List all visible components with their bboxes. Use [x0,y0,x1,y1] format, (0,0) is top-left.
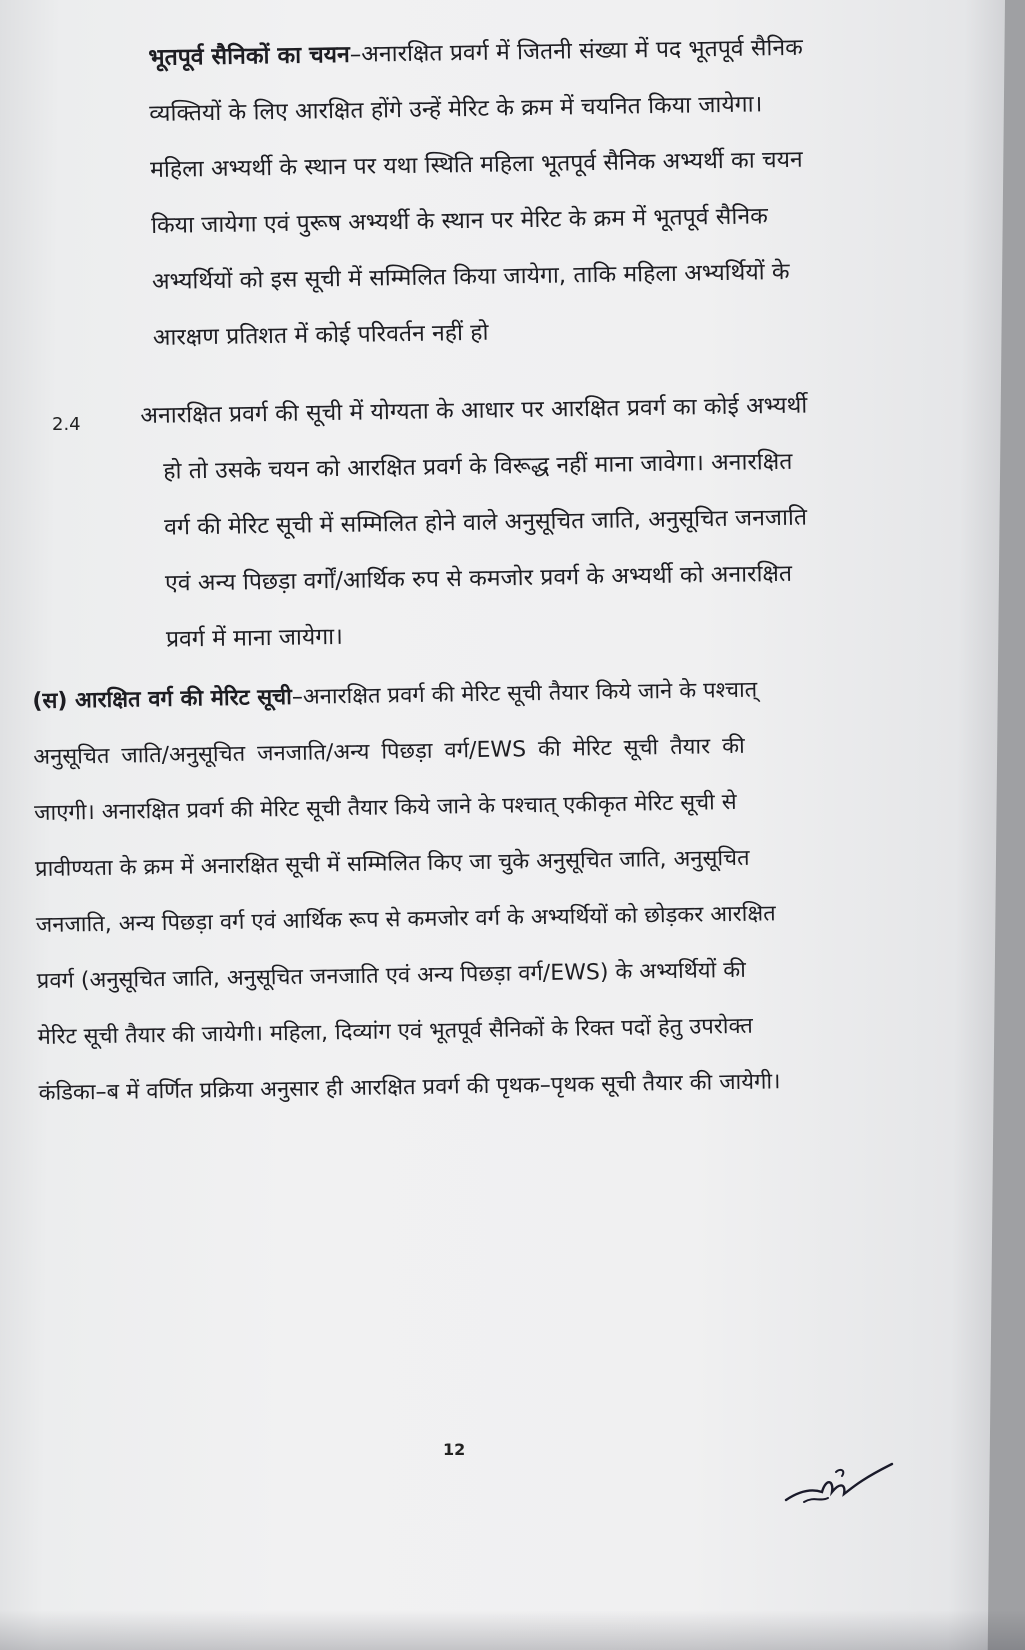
para3-line-5: जनजाति, अन्य पिछड़ा वर्ग एवं आर्थिक रूप से कमजोर वर्ग के अभ्यर्थियों को छोड़कर आरक्षित [35,901,776,938]
para1-line-1: भूतपूर्व सैनिकों का चयन–अनारक्षित प्रवर्ग में जितनी संख्या में पद भूतपूर्व सैनिक [148,34,804,71]
para1-line-3: महिला अभ्यर्थी के स्थान पर यथा स्थिति महिला भूतपूर्व सैनिक अभ्यर्थी का चयन [149,146,803,183]
page-number: 12 [443,1440,466,1459]
para1-line-4: किया जायेगा एवं पुरूष अभ्यर्थी के स्थान पर मेरिट के क्रम में भूतपूर्व सैनिक [150,203,768,239]
para2-line-5: प्रवर्ग में माना जायेगा। [165,623,344,653]
para3-heading: (स) आरक्षित वर्ग की मेरिट सूची [32,684,293,714]
para2-line-2: हो तो उसके चयन को आरक्षित प्रवर्ग के विरूद्ध नहीं माना जावेगा। अनारक्षित [163,448,793,485]
para3-line-8: कंडिका–ब में वर्णित प्रक्रिया अनुसार ही आरक्षित प्रवर्ग की पृथक–पृथक सूची तैयार की जायेगी। [38,1069,781,1106]
para1-heading: भूतपूर्व सैनिकों का चयन [148,41,350,71]
paragraph-2-4 [140,376,884,668]
para3-line-1: (स) आरक्षित वर्ग की मेरिट सूची–अनारक्षित प्रवर्ग की मेरिट सूची तैयार किये जाने के पश्चात् [32,677,758,714]
para1-line-5: अभ्यर्थियों को इस सूची में सम्मिलित किया जायेगा, ताकि महिला अभ्यर्थियों के [151,258,790,295]
signature-icon [780,1458,900,1518]
paragraph-ex-servicemen-selection [148,18,893,366]
para2-line-4: एवं अन्य पिछड़ा वर्गों/आर्थिक रुप से कमजोर प्रवर्ग के अभ्यर्थी को अनारक्षित [164,560,793,597]
section-number: 2.4 [52,414,81,435]
para1-line-6: आरक्षण प्रतिशत में कोई परिवर्तन नहीं हो [152,319,489,351]
para3-line-3: जाएगी। अनारक्षित प्रवर्ग की मेरिट सूची तैयार किये जाने के पश्चात् एकीकृत मेरिट सूची से [33,789,737,826]
para2-line-3: वर्ग की मेरिट सूची में सम्मिलित होने वाले अनुसूचित जाति, अनुसूचित जनजाति [163,504,808,541]
para3-line-4: प्रावीण्यता के क्रम में अनारक्षित सूची में सम्मिलित किए जा चुके अनुसूचित जाति, अनुसूचित [34,845,750,882]
para3-line-2: अनुसूचित जाति/अनुसूचित जनजाति/अन्य पिछड़ा वर्ग/EWS की मेरिट सूची तैयार की [33,733,745,770]
para3-line-7: मेरिट सूची तैयार की जायेगी। महिला, दिव्यांग एवं भूतपूर्व सैनिकों के रिक्त पदों हेतु उपरोक्त [37,1013,754,1050]
page-shadow [0,1610,1025,1650]
para2-line-1: अनारक्षित प्रवर्ग की सूची में योग्यता के आधार पर आरक्षित प्रवर्ग का कोई अभ्यर्थी [140,392,808,429]
para3-line-6: प्रवर्ग (अनुसूचित जाति, अनुसूचित जनजाति एवं अन्य पिछड़ा वर्ग/EWS) के अभ्यर्थियों की [36,957,747,994]
paragraph-reserved-merit-list [32,660,899,1121]
para1-line-2: व्यक्तियों के लिए आरक्षित होंगे उन्हें मेरिट के क्रम में चयनित किया जायेगा। [149,91,763,127]
